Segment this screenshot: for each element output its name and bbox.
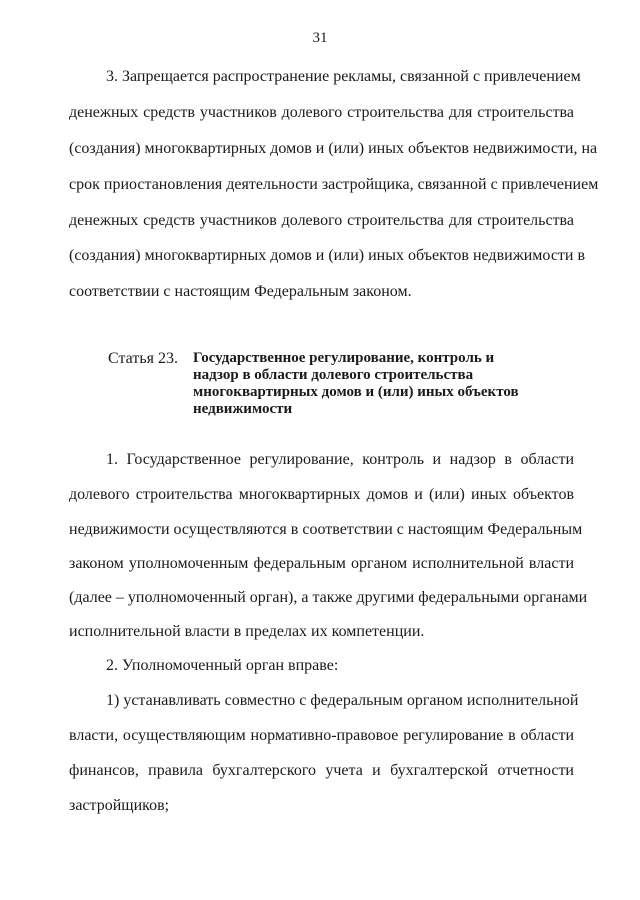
- text-line: финансов, правила бухгалтерского учета и бухгалтерской отчетности: [69, 762, 574, 779]
- article-title: [193, 350, 533, 418]
- text-line: 3. Запрещается распространение рекламы, связанной с привлечением: [106, 68, 581, 85]
- text-line: законом уполномоченным федеральным органом исполнительной власти: [69, 555, 574, 572]
- article-title-line: Государственное регулирование, контроль и: [193, 350, 495, 366]
- text-line: (создания) многоквартирных домов и (или) иных объектов недвижимости, на: [69, 140, 598, 157]
- text-line: 2. Уполномоченный орган вправе:: [106, 657, 339, 674]
- text-line: застройщиков;: [69, 797, 170, 814]
- article-title-line: недвижимости: [193, 401, 293, 417]
- text-line: власти, осуществляющим нормативно-правовое регулирование в области: [69, 727, 574, 744]
- text-line: соответствии с настоящим Федеральным законом.: [69, 283, 412, 300]
- article-title-line: многоквартирных домов и (или) иных объектов: [193, 384, 519, 400]
- text-line: 1) устанавливать совместно с федеральным органом исполнительной: [106, 692, 579, 709]
- text-line: (создания) многоквартирных домов и (или) иных объектов недвижимости в: [69, 247, 586, 264]
- article-title-line: надзор в области долевого строительства: [193, 367, 474, 383]
- text-line: (далее – уполномоченный орган), а также другими федеральными органами: [69, 589, 588, 606]
- text-line: срок приостановления деятельности застройщика, связанной с привлечением: [69, 176, 599, 193]
- text-line: долевого строительства многоквартирных домов и (или) иных объектов: [69, 486, 574, 503]
- page-number: 31: [312, 30, 328, 46]
- article-label: Статья 23.: [108, 350, 178, 367]
- text-line: 1. Государственное регулирование, контроль и надзор в области: [106, 451, 574, 468]
- text-line: денежных средств участников долевого строительства для строительства: [69, 212, 574, 229]
- text-line: исполнительной власти в пределах их компетенции.: [69, 623, 425, 640]
- text-line: денежных средств участников долевого строительства для строительства: [69, 104, 574, 121]
- text-line: недвижимости осуществляются в соответствии с настоящим Федеральным: [69, 521, 583, 538]
